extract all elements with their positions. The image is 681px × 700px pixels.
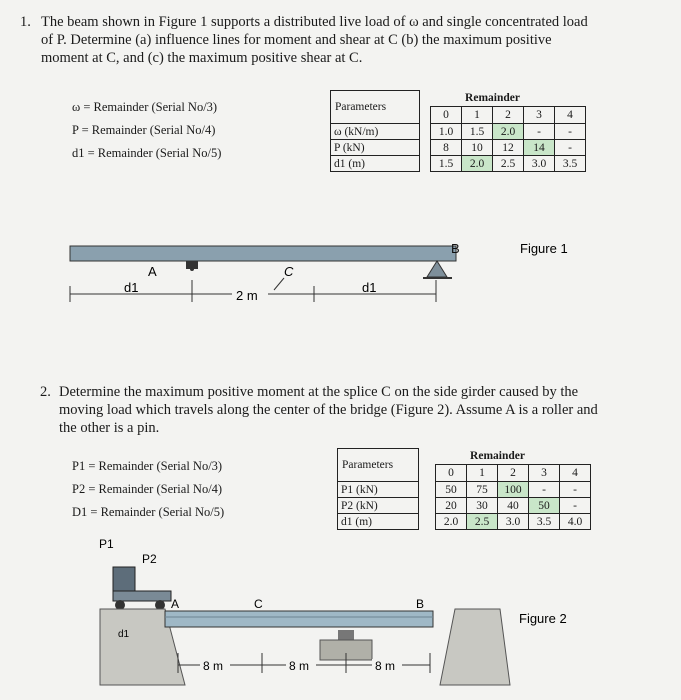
figure1-beam-diagram xyxy=(0,230,681,320)
problem2-line1: Determine the maximum positive moment at the splice C on the side girder caused by the xyxy=(59,384,579,400)
row-label: ω (kN/m) xyxy=(331,124,420,140)
dim-d1-right: d1 xyxy=(362,280,377,295)
table-cell: 50 xyxy=(436,482,467,498)
definition-d1: D1 = Remainder (Serial No/5) xyxy=(72,505,225,519)
label-a: A xyxy=(171,597,180,611)
vehicle-icon xyxy=(113,567,171,610)
figure1-caption: Figure 1 xyxy=(520,241,568,256)
c-leader-line xyxy=(274,278,284,290)
table-cell: 100 xyxy=(498,482,529,498)
table-cell: 2.0 xyxy=(462,156,493,172)
col-head: 2 xyxy=(493,107,524,124)
table-cell: 3.5 xyxy=(529,514,560,530)
col-head: 0 xyxy=(436,465,467,482)
table-cell: 4.0 xyxy=(560,514,591,530)
table-cell: 14 xyxy=(524,140,555,156)
definition-d1: d1 = Remainder (Serial No/5) xyxy=(72,146,222,160)
definition-p2: P2 = Remainder (Serial No/4) xyxy=(72,482,223,496)
problem1-line3: moment at C, and (c) the maximum positive shear at C. xyxy=(41,50,363,66)
row-label: P (kN) xyxy=(331,140,420,156)
problem1-line1: The beam shown in Figure 1 supports a distributed live load of ω and single concentrated load xyxy=(41,14,588,30)
remainder-header: Remainder xyxy=(470,450,525,463)
params-header: Parameters xyxy=(338,449,419,482)
right-abutment xyxy=(440,609,510,685)
table-cell: 2.5 xyxy=(467,514,498,530)
figure2-bridge-diagram xyxy=(0,535,681,700)
col-head: 1 xyxy=(462,107,493,124)
row-label: P1 (kN) xyxy=(338,482,419,498)
dim-8m-1: 8 m xyxy=(203,659,224,673)
label-p2: P2 xyxy=(142,552,157,566)
table-cell: - xyxy=(560,498,591,514)
table-cell: 3.0 xyxy=(524,156,555,172)
table-cell: - xyxy=(555,124,586,140)
table-cell: 75 xyxy=(467,482,498,498)
table-cell: 2.0 xyxy=(493,124,524,140)
dim-d1-left: d1 xyxy=(124,280,139,295)
params-header: Parameters xyxy=(331,91,420,124)
table-cell: 12 xyxy=(493,140,524,156)
row-label: P2 (kN) xyxy=(338,498,419,514)
problem1-definitions xyxy=(72,96,221,165)
figure2-caption: Figure 2 xyxy=(519,611,567,626)
col-head: 3 xyxy=(529,465,560,482)
table-cell: 20 xyxy=(436,498,467,514)
row-label: d1 (m) xyxy=(331,156,420,172)
problem2-parameter-table xyxy=(337,448,591,530)
col-head: 4 xyxy=(560,465,591,482)
label-a: A xyxy=(148,264,157,279)
support-a-icon xyxy=(186,261,198,271)
label-b: B xyxy=(451,241,460,256)
table-cell: 1.5 xyxy=(431,156,462,172)
problem1-line2: of P. Determine (a) influence lines for moment and shear at C (b) the maximum positive xyxy=(41,32,552,48)
table-cell: - xyxy=(524,124,555,140)
table-cell: - xyxy=(529,482,560,498)
definition-p1: P1 = Remainder (Serial No/3) xyxy=(72,459,223,473)
table-cell: 2.5 xyxy=(493,156,524,172)
table-cell: - xyxy=(560,482,591,498)
label-c: C xyxy=(284,264,294,279)
label-b: B xyxy=(416,597,425,611)
problem2-definitions xyxy=(72,455,224,524)
table-cell: - xyxy=(555,140,586,156)
problem1-number: 1. xyxy=(20,14,31,30)
table-cell: 10 xyxy=(462,140,493,156)
problem2-line3: the other is a pin. xyxy=(59,420,160,436)
beam xyxy=(70,246,456,261)
side-girder xyxy=(165,611,433,627)
row-label: d1 (m) xyxy=(338,514,419,530)
table-cell: 40 xyxy=(498,498,529,514)
dim-2m: 2 m xyxy=(236,288,258,303)
definition-p: P = Remainder (Serial No/4) xyxy=(72,123,216,137)
table-cell: 30 xyxy=(467,498,498,514)
table-cell: 8 xyxy=(431,140,462,156)
table-cell: 1.0 xyxy=(431,124,462,140)
table-cell: 2.0 xyxy=(436,514,467,530)
label-c: C xyxy=(254,597,263,611)
table-cell: 3.5 xyxy=(555,156,586,172)
dim-8m-2: 8 m xyxy=(289,659,310,673)
label-d1: d1 xyxy=(118,629,130,640)
col-head: 4 xyxy=(555,107,586,124)
table-cell: 50 xyxy=(529,498,560,514)
dim-8m-3: 8 m xyxy=(375,659,396,673)
table-cell: 3.0 xyxy=(498,514,529,530)
problem2-number: 2. xyxy=(40,384,51,400)
col-head: 1 xyxy=(467,465,498,482)
col-head: 3 xyxy=(524,107,555,124)
col-head: 0 xyxy=(431,107,462,124)
definition-omega: ω = Remainder (Serial No/3) xyxy=(72,100,218,114)
support-b-icon xyxy=(423,261,452,278)
col-head: 2 xyxy=(498,465,529,482)
remainder-header: Remainder xyxy=(465,92,520,105)
label-p1: P1 xyxy=(99,537,114,551)
problem1-parameter-table xyxy=(330,90,586,172)
table-cell: 1.5 xyxy=(462,124,493,140)
problem2-line2: moving load which travels along the center of the bridge (Figure 2). Assume A is a roller and xyxy=(59,402,598,418)
